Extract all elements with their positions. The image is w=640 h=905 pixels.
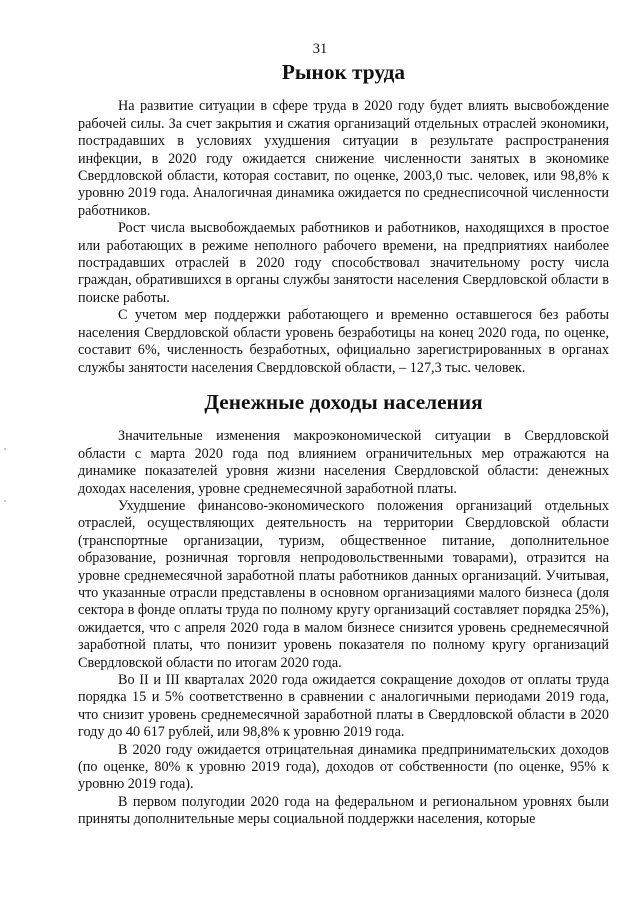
section-title-labor-market: Рынок труда bbox=[281, 60, 406, 84]
paragraph: Значительные изменения макроэкономической ситуации в Свердловской области с марта 2020 года под влиянием ограничительных мер отражаются на динамике показателей уровня жизни населения Свердловской области: денежных доходах населения, уровне среднемесячной заработной платы. bbox=[78, 428, 609, 497]
paragraph: В 2020 году ожидается отрицательная динамика предпринимательских доходов (по оценке, 80% к уровню 2019 года), доходов от собственности (по оценке, 95% к уровню 2019 года). bbox=[78, 741, 609, 793]
paragraph: Ухудшение финансово-экономического положения организаций отдельных отраслей, осуществляющих деятельность на территории Свердловской области (транспортные организации, туризм, общественное питание, дополнительное образование, розничная торговля непродовольственными товарами), отразится на уровне среднемесячной заработной платы работников данных организаций. Учитывая, что указанные отрасли представлены в основном организациями малого бизнеса (доля сектора в фонде оплаты труда по полному кругу организаций составляет порядка 25%), ожидается, что с апреля 2020 года в малом бизнесе снизится уровень среднемесячной заработной платы, что понизит уровень показателя по полному кругу организаций Свердловской области по итогам 2020 года. bbox=[78, 497, 609, 671]
section-title-income: Денежные доходы населения bbox=[204, 389, 483, 414]
paragraph: В первом полугодии 2020 года на федеральном и региональном уровнях были приняты дополнительные меры социальной поддержки населения, которые bbox=[78, 793, 609, 828]
page-number: 31 bbox=[312, 41, 328, 57]
paragraph: На развитие ситуации в сфере труда в 2020 году будет влиять высвобождение рабочей силы. За счет закрытия и сжатия организаций отдельных отраслей экономики, пострадавших в условиях ухудшения ситуации в результате распространения инфекции, в 2020 году ожидается снижение численности занятых в экономике Свердловской области, которая составит, по оценке, 2003,0 тыс. человек, или 98,8% к уровню 2019 года. Аналогичная динамика ожидается по среднесписочной численности работников. bbox=[78, 98, 609, 219]
scan-dot bbox=[4, 500, 6, 502]
paragraph: С учетом мер поддержки работающего и временно оставшегося без работы населения Свердловской области уровень безработицы на конец 2020 года, по оценке, составит 6%, численность безработных, официально зарегистрированных в органах службы занятости населения Свердловской области, – 127,3 тыс. человек. bbox=[78, 307, 609, 376]
paragraph: Рост числа высвобождаемых работников и работников, находящихся в простое или работающих в режиме неполного рабочего времени, на предприятиях наиболее пострадавших отраслей в 2020 году способствовал значительному росту числа граждан, обратившихся в органы службы занятости населения Свердловской области в поиске работы. bbox=[78, 220, 609, 306]
page-content bbox=[78, 60, 609, 829]
scan-dot bbox=[4, 448, 6, 450]
paragraph: Во II и III кварталах 2020 года ожидается сокращение доходов от оплаты труда порядка 15 и 5% соответственно в сравнении с аналогичными периодами 2019 года, что снизит уровень среднемесячной заработной платы в Свердловской области в 2020 году до 40 617 рублей, или 98,8% к уровню 2019 года. bbox=[78, 672, 609, 741]
